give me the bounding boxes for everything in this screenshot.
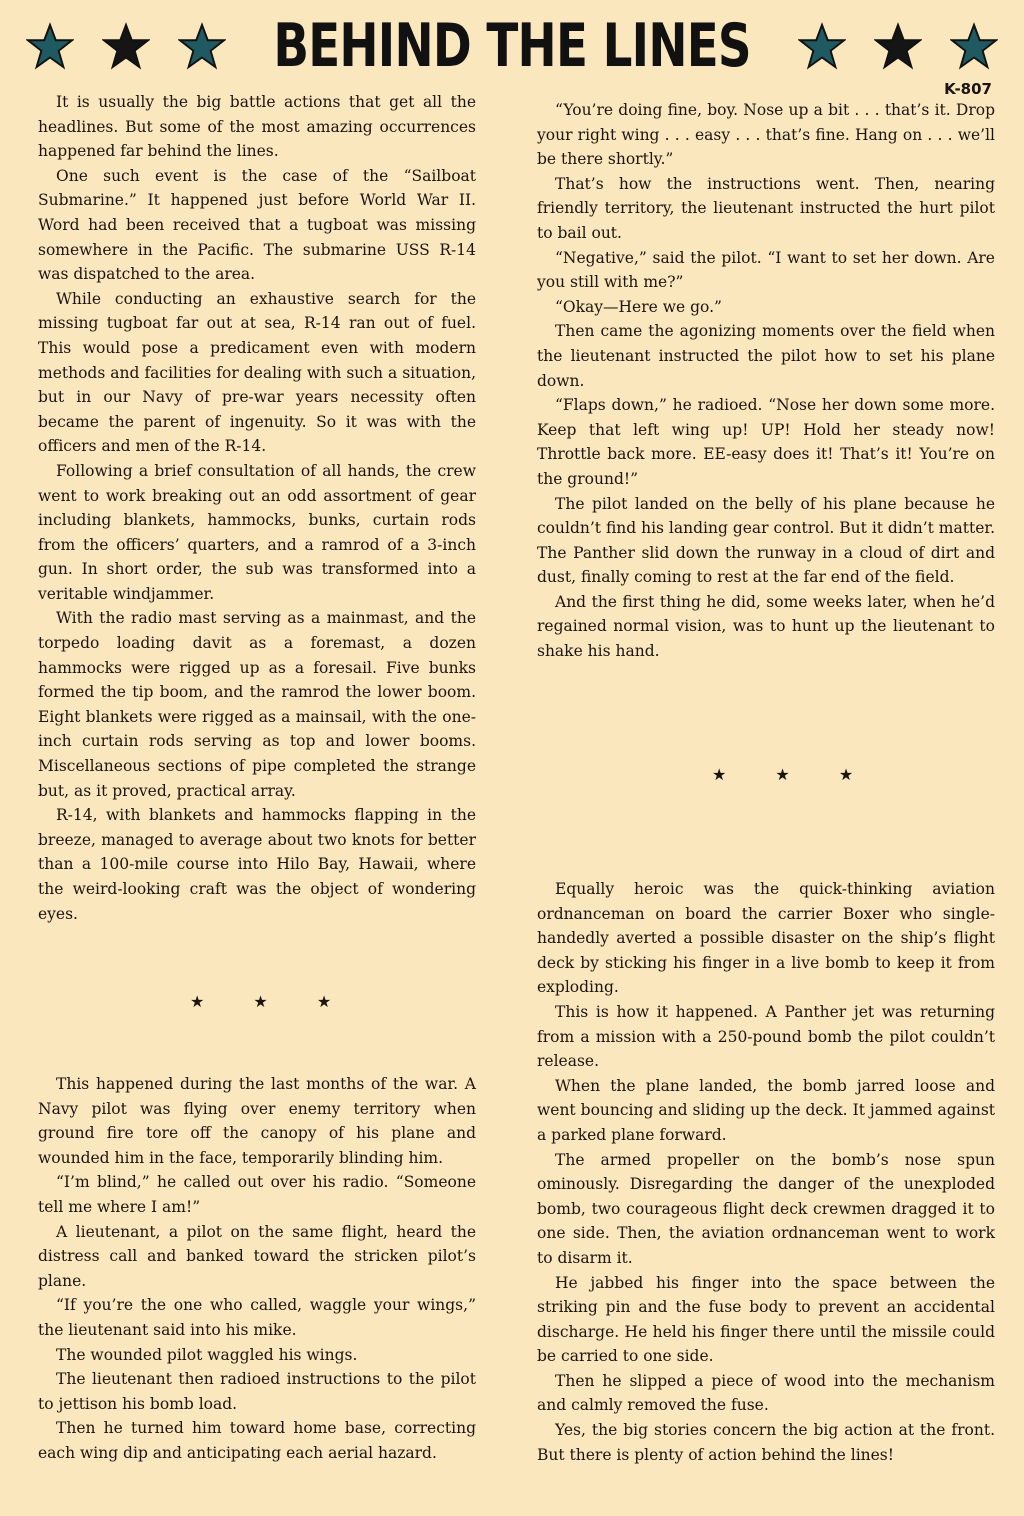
paragraph: “I’m blind,” he called out over his radio. “Someone tell me where I am!” [38, 1173, 476, 1216]
star-icon [102, 22, 150, 70]
star-icon [798, 22, 846, 70]
paragraph: Then he slipped a piece of wood into the mechanism and calmly removed the fuse. [537, 1371, 995, 1415]
section-divider: ★ ★ ★ [712, 765, 876, 784]
article-column-left-top [38, 90, 476, 926]
paragraph: When the plane landed, the bomb jarred loose and went bouncing and sliding up the deck. It jammed against a parked plane forward. [537, 1076, 995, 1144]
paragraph: The armed propeller on the bomb’s nose spun ominously. Disregarding the danger of the unexploded bomb, two courageous flight deck crewmen dragged it to one side. Then, the aviation ordnanceman went to work to disarm it. [537, 1150, 995, 1267]
paragraph: This is how it happened. A Panther jet was returning from a mission with a 250-pound bomb the pilot couldn’t release. [537, 1002, 995, 1071]
paragraph: “If you’re the one who called, waggle your wings,” the lieutenant said into his mike. [38, 1296, 476, 1339]
paragraph: “Flaps down,” he radioed. “Nose her down some more. Keep that left wing up! UP! Hold her steady now! Throttle back more. EE-easy does it! That’s it! You’re on the ground!” [537, 396, 995, 488]
article-column-left-bottom [38, 1072, 476, 1466]
paragraph: While conducting an exhaustive search for the missing tugboat far out at sea, R-14 ran out of fuel. This would pose a predicament even with modern methods and facilities for dealing with such a situation, but in our Navy of pre-war years necessity often became the parent of ingenuity. So it was with the officers and men of the R-14. [38, 289, 476, 456]
section-divider: ★ ★ ★ [190, 992, 354, 1011]
paragraph: “Okay—Here we go.” [555, 297, 722, 316]
paragraph: One such event is the case of the “Sailboat Submarine.” It happened just before World War II. Word had been received that a tugboat was missing somewhere in the Pacific. The submarine USS R-14 was dispatched to the area. [38, 166, 476, 284]
paragraph: Then he turned him toward home base, correcting each wing dip and anticipating each aerial hazard. [38, 1419, 476, 1462]
star-icon [178, 22, 226, 70]
page-header [0, 6, 1024, 86]
paragraph: That’s how the instructions went. Then, nearing friendly territory, the lieutenant instructed the hurt pilot to bail out. [537, 174, 995, 242]
paragraph: It is usually the big battle actions that get all the headlines. But some of the most amazing occurrences happened far behind the lines. [38, 93, 476, 161]
paragraph: Yes, the big stories concern the big action at the front. But there is plenty of action behind the lines! [537, 1421, 995, 1464]
article-column-right-top [537, 98, 995, 664]
paragraph: This happened during the last months of the war. A Navy pilot was flying over enemy territory when ground fire tore off the canopy of his plane and wounded him in the face, temporarily blinding him. [38, 1075, 476, 1167]
article-column-right-bottom [537, 877, 995, 1467]
star-icon [950, 22, 998, 70]
paragraph: With the radio mast serving as a mainmast, and the torpedo loading davit as a foremast, a dozen hammocks were rigged up as a foresail. Five bunks formed the tip boom, and the ramrod the lower boom. Eight blankets were rigged as a mainsail, with the one-inch curtain rods serving as top and lower booms. Miscellaneous sections of pipe completed the strange but, as it proved, practical array. [38, 609, 476, 800]
page-code: K-807 [944, 80, 992, 98]
paragraph: “Negative,” said the pilot. “I want to set her down. Are you still with me?” [537, 248, 995, 292]
star-icon [874, 22, 922, 70]
paragraph: R-14, with blankets and hammocks flapping in the breeze, managed to average about two knots for better than a 100-mile course into Hilo Bay, Hawaii, where the weird-looking craft was the object of wondering eyes. [38, 806, 476, 923]
star-icon [26, 22, 74, 70]
paragraph: Then came the agonizing moments over the field when the lieutenant instructed the pilot how to set his plane down. [537, 322, 995, 390]
page-title: BEHIND THE LINES [273, 11, 751, 81]
paragraph: The pilot landed on the belly of his plane because he couldn’t find his landing gear control. But it didn’t matter. The Panther slid down the runway in a cloud of dirt and dust, finally coming to rest at the far end of the field. [537, 494, 995, 587]
paragraph: The lieutenant then radioed instructions to the pilot to jettison his bomb load. [38, 1370, 476, 1413]
paragraph: Equally heroic was the quick-thinking aviation ordnanceman on board the carrier Boxer who single-handedly averted a possible disaster on the ship’s flight deck by sticking his finger in a live bomb to keep it from exploding. [537, 880, 995, 997]
paragraph: The wounded pilot waggled his wings. [56, 1345, 358, 1364]
paragraph: He jabbed his finger into the space between the striking pin and the fuse body to prevent an accidental discharge. He held his finger there until the missile could be carried to one side. [537, 1273, 995, 1366]
paragraph: “You’re doing fine, boy. Nose up a bit . . . that’s it. Drop your right wing . . . easy . . . that’s fine. Hang on . . . we’ll be there shortly.” [537, 101, 995, 169]
paragraph: And the first thing he did, some weeks later, when he’d regained normal vision, was to hunt up the lieutenant to shake his hand. [537, 592, 995, 661]
paragraph: Following a brief consultation of all hands, the crew went to work breaking out an odd assortment of gear including blankets, hammocks, bunks, curtain rods from the officers’ quarters, and a ramrod of a 3-inch gun. In short order, the sub was transformed into a veritable windjammer. [38, 461, 476, 603]
paragraph: A lieutenant, a pilot on the same flight, heard the distress call and banked toward the stricken pilot’s plane. [38, 1222, 476, 1290]
